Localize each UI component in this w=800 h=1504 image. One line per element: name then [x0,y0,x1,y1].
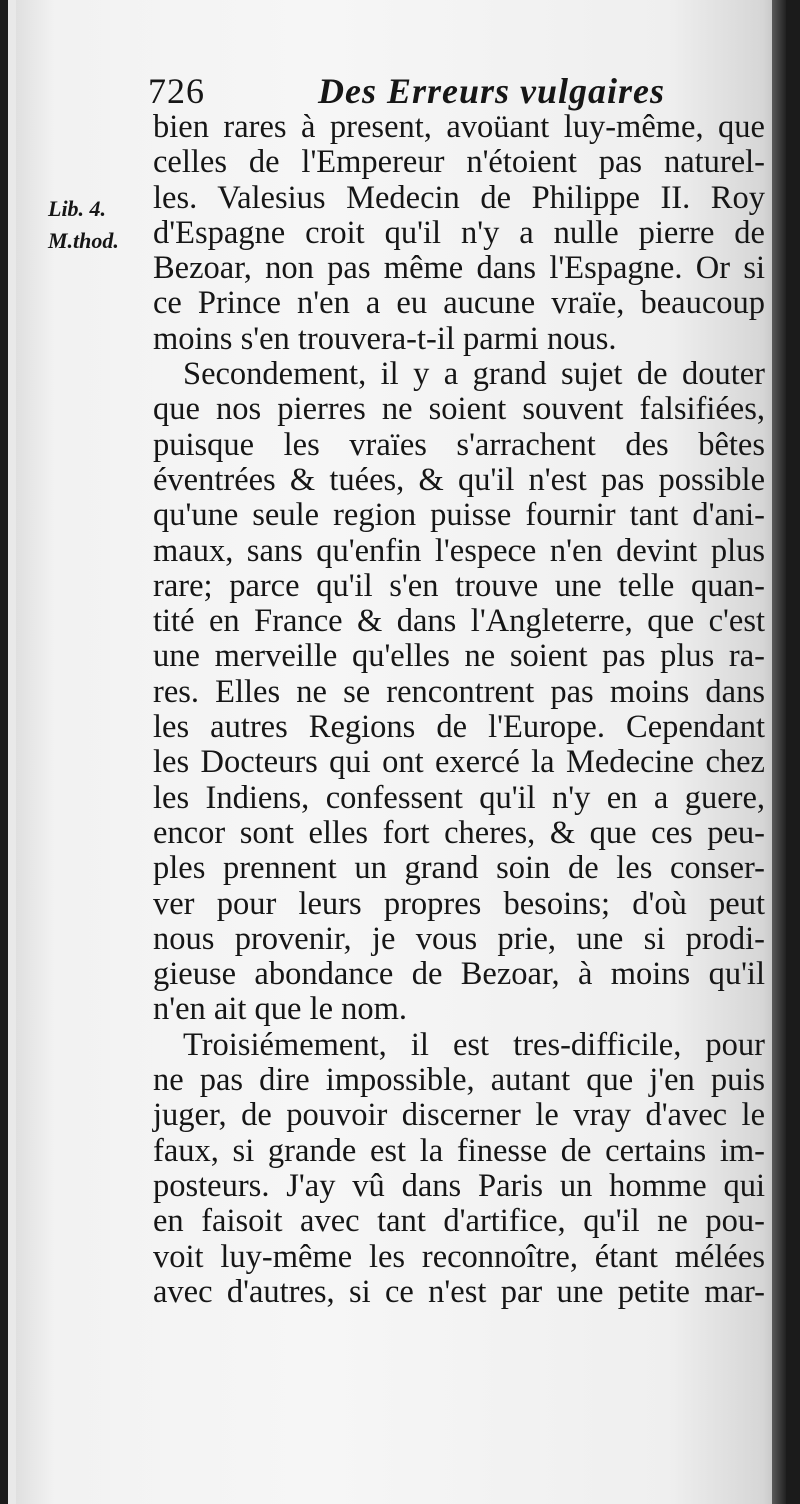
text-line: n'en ait que le nom. [153,991,408,1028]
text-line: nous provenir, je vous prie, une si prodi- [153,920,765,957]
text-line: celles de l'Empereur n'étoient pas naturel- [153,144,765,181]
text-line: rare; parce qu'il s'en trouve une telle quan- [153,567,765,604]
text-line: ne pas dire impossible, autant que j'en puis [153,1062,765,1099]
text-line: gieuse abondance de Bezoar, à moins qu'il [153,956,765,993]
page-number: 726 [148,71,205,111]
text-line: les Docteurs qui ont exercé la Medecine chez [153,744,765,781]
text-line: encor sont elles fort cheres, & que ces peu- [153,814,765,851]
text-line: faux, si grande est la finesse de certains im- [153,1132,765,1169]
text-line: Secondement, il y a grand sujet de douter [183,356,765,393]
page-left-margin [8,0,16,1504]
text-line: les Indiens, confessent qu'il n'y en a guere, [153,779,765,816]
text-line: qu'une seule region puisse fournir tant d'ani- [153,497,765,534]
text-line: ver pour leurs propres besoins; d'où peut [153,885,765,922]
text-line: Troisiémement, il est tres-difficile, pour [183,1026,765,1063]
text-line: voit luy-même les reconnoître, étant mélées [153,1238,765,1275]
text-line: en faisoit avec tant d'artifice, qu'il ne pou- [153,1203,765,1240]
text-line: Bezoar, non pas même dans l'Espagne. Or si [153,250,765,287]
margin-note: M.thod. [48,228,119,253]
body-text [153,110,765,1310]
text-line: d'Espagne croit qu'il n'y a nulle pierre de [153,214,765,251]
text-line: une merveille qu'elles ne soient pas plus ra- [153,638,765,675]
text-line: maux, sans qu'enfin l'espece n'en devint plus [153,532,765,569]
text-line: les autres Regions de l'Europe. Cependant [153,709,765,746]
text-line: avec d'autres, si ce n'est par une petite mar- [153,1273,765,1310]
text-line: les. Valesius Medecin de Philippe II. Roy [153,179,765,216]
margin-note: Lib. 4. [48,196,107,221]
text-line: que nos pierres ne soient souvent falsifiées, [153,391,765,428]
text-line: posteurs. J'ay vû dans Paris un homme qui [153,1167,765,1204]
text-line: éventrées & tuées, & qu'il n'est pas possible [153,461,765,498]
text-line: moins s'en trouvera-t-il parmi nous. [153,320,617,357]
text-line: juger, de pouvoir discerner le vray d'avec le [153,1097,765,1134]
page-binding-shadow [772,0,786,1504]
running-title: Des Erreurs vulgaires [318,71,666,111]
text-line: puisque les vraïes s'arrachent des bêtes [153,426,765,463]
text-line: ples prennent un grand soin de les conser- [153,850,765,887]
text-line: res. Elles ne se rencontrent pas moins dans [153,673,765,710]
text-line: bien rares à present, avoüant luy-même, que [153,109,765,145]
text-line: tité en France & dans l'Angleterre, que c'est [153,603,765,640]
book-page [8,0,786,1504]
text-line: ce Prince n'en a eu aucune vraïe, beaucoup [153,285,765,322]
